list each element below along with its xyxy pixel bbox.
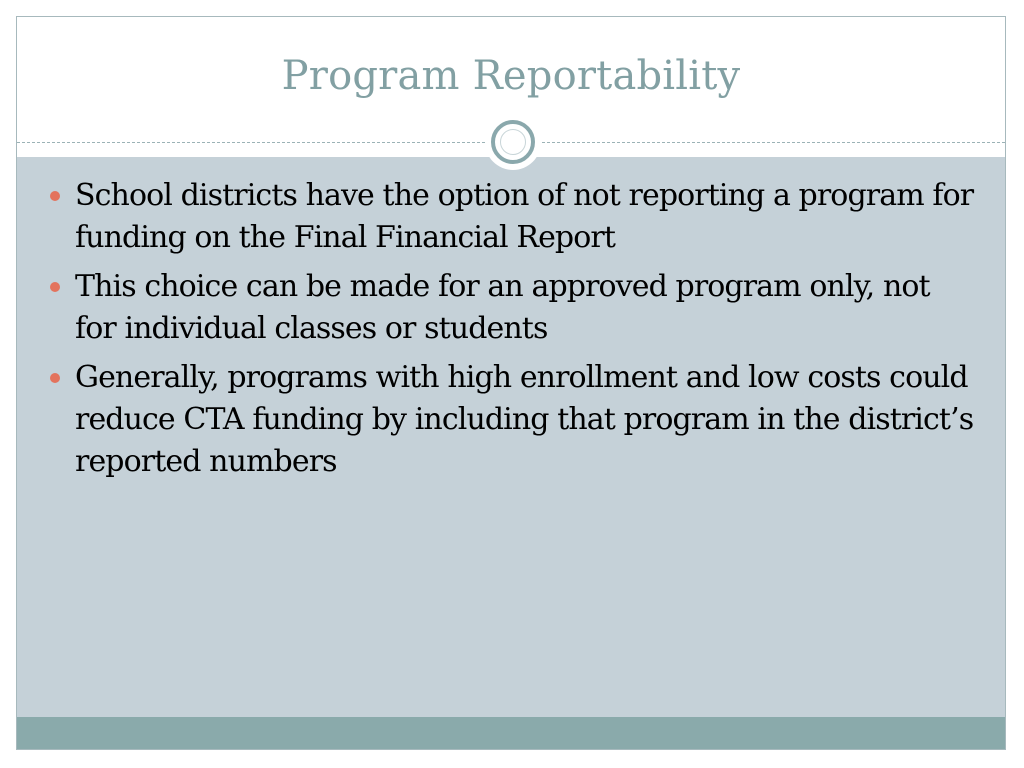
bullet-list — [45, 175, 975, 490]
bullet-dot-icon — [50, 191, 60, 201]
bullet-text: School districts have the option of not reporting a program for funding on the Final Financial Report — [75, 178, 974, 255]
bullet-text: This choice can be made for an approved program only, not for individual classes or students — [75, 269, 930, 346]
bullet-text: Generally, programs with high enrollment and low costs could reduce CTA funding by including that program in the district’s reported numbers — [75, 360, 974, 479]
ornament-ring — [491, 120, 535, 164]
bullet-dot-icon — [50, 282, 60, 292]
bullet-dot-icon — [50, 373, 60, 383]
footer-bar — [17, 717, 1005, 750]
bullet-item — [45, 175, 975, 259]
slide-frame — [16, 16, 1006, 750]
slide-title: Program Reportability — [281, 53, 741, 99]
bullet-item — [45, 266, 975, 350]
ornament-inner-ring — [500, 129, 526, 155]
bullet-item — [45, 357, 975, 483]
circle-ornament-icon — [485, 114, 541, 170]
